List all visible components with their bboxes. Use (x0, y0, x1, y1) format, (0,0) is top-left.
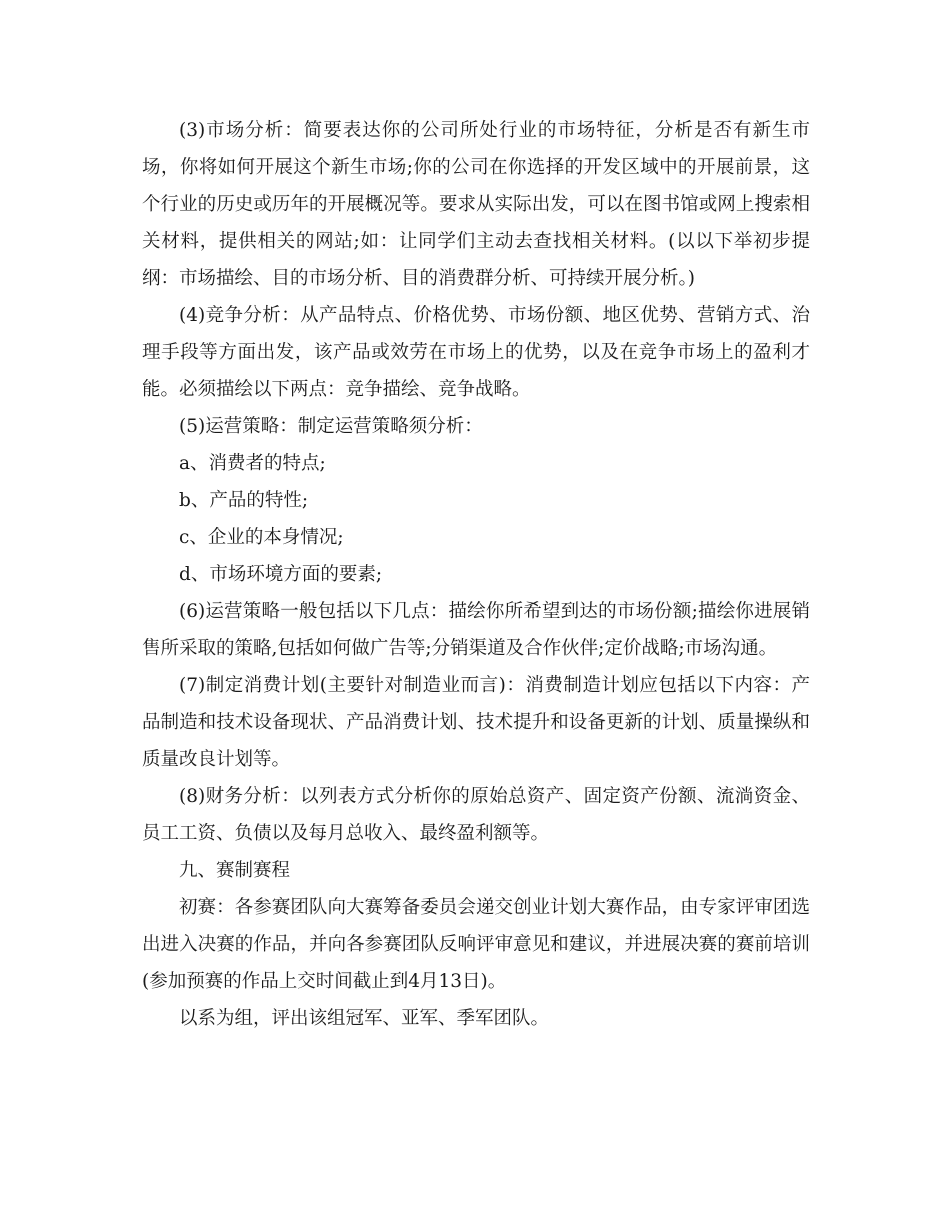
paragraph-strategy-contents: (6)运营策略一般包括以下几点：描绘你所希望到达的市场份额;描绘你进展销售所采取的策略,包括如何做广告等;分销渠道及合作伙伴;定价战略;市场沟通。 (142, 601, 810, 659)
paragraph-competition-analysis: (4)竞争分析：从产品特点、价格优势、市场份额、地区优势、营销方式、治理手段等方面出发，该产品或效劳在市场上的优势，以及在竞争市场上的盈利才能。必须描绘以下两点：竞争描绘、竞争战略。 (142, 305, 810, 400)
paragraph-market-analysis: (3)市场分析：简要表达你的公司所处行业的市场特征，分析是否有新生市场，你将如何开展这个新生市场;你的公司在你选择的开发区域中的开展前景，这个行业的历史或历年的开展概况等。要求从实际出发，可以在图书馆或网上搜索相关材料，提供相关的网站;如：让同学们主动去查找相关材料。(以以下举初步提纲：市场描绘、目的市场分析、目的消费群分析、可持续开展分析。) (142, 120, 810, 289)
list-item-consumer: a、消费者的特点; (179, 453, 326, 474)
paragraph-operation-strategy: (5)运营策略：制定运营策略须分析： (179, 416, 483, 437)
paragraph-production-plan: (7)制定消费计划(主要针对制造业而言)：消费制造计划应包括以下内容：产品制造和技术设备现状、产品消费计划、技术提升和设备更新的计划、质量操纵和质量改良计划等。 (142, 675, 810, 770)
paragraph-preliminary-round: 初赛：各参赛团队向大赛筹备委员会递交创业计划大赛作品，由专家评审团选出进入决赛的作品，并向各参赛团队反响评审意见和建议，并进展决赛的赛前培训(参加预赛的作品上交时间截止到4月13日)。 (142, 897, 810, 992)
list-item-enterprise: c、企业的本身情况; (179, 527, 344, 548)
paragraph-financial-analysis: (8)财务分析：以列表方式分析你的原始总资产、固定资产份额、流淌资金、员工工资、负债以及每月总收入、最终盈利额等。 (142, 786, 810, 844)
list-item-market-environment: d、市场环境方面的要素; (179, 564, 383, 585)
document-page (142, 112, 810, 1037)
list-item-product: b、产品的特性; (179, 490, 309, 511)
section-heading-competition-schedule: 九、赛制赛程 (179, 860, 291, 881)
paragraph-group-awards: 以系为组，评出该组冠军、亚军、季军团队。 (179, 1008, 550, 1029)
